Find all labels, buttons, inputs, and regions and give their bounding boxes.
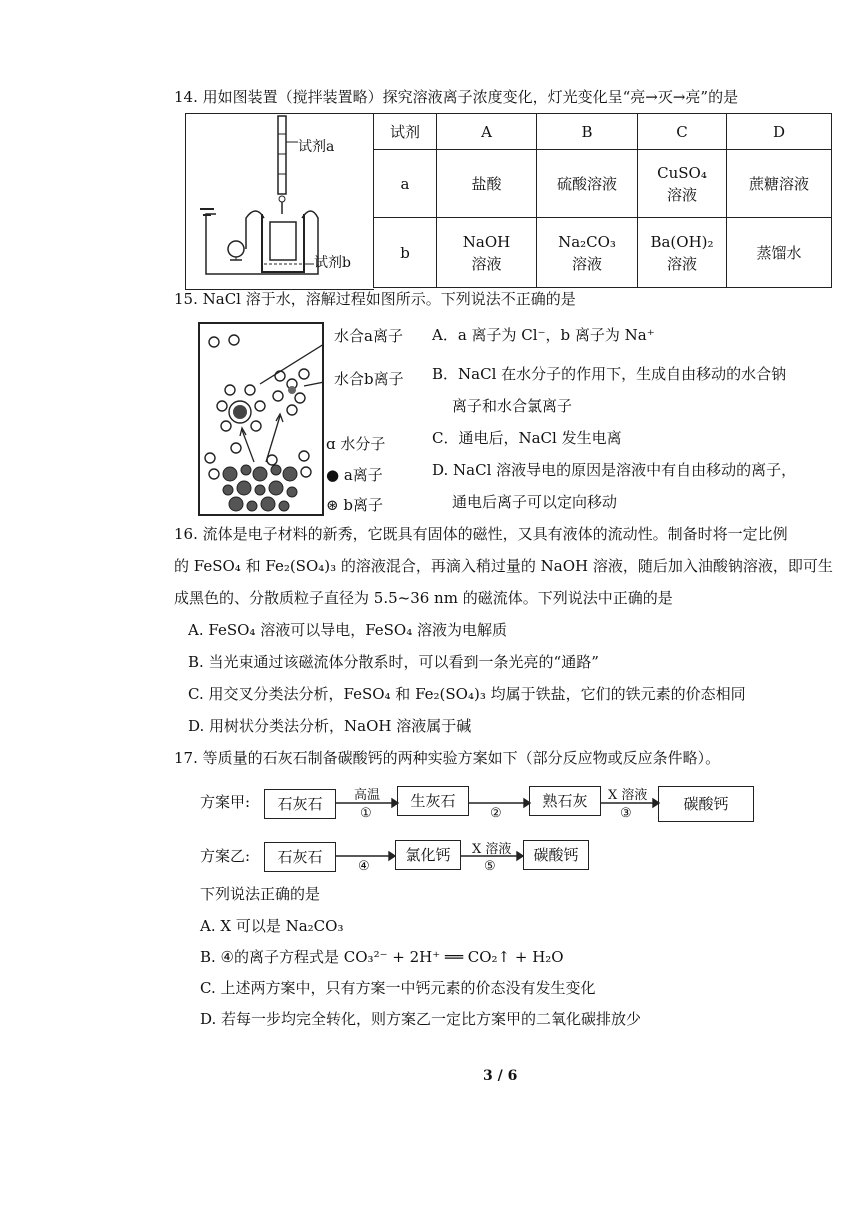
a-ion-icon: ● xyxy=(326,466,344,484)
table-cell: a xyxy=(374,150,437,218)
legend-water-molecule: ɑ 水分子 xyxy=(326,435,386,453)
plan-a-label: 方案甲: xyxy=(200,793,251,811)
plan-b-box-limestone: 石灰石 xyxy=(264,842,336,872)
table-header: D xyxy=(727,114,832,150)
q17-option-d: D. 若每一步均完全转化，则方案乙一定比方案甲的二氧化碳排放少 xyxy=(200,1010,642,1028)
q15-option-a: A．a 离子为 Cl⁻，b 离子为 Na⁺ xyxy=(432,326,655,344)
plan-b-arrow-5-top: X 溶液 xyxy=(472,842,512,857)
q15-option-b: B．NaCl 在水分子的作用下，生成自由移动的水合钠 xyxy=(432,365,787,383)
reagent-b-label: 试剂b xyxy=(314,255,351,271)
plan-a-arrow-3-bottom: ③ xyxy=(620,806,632,821)
plan-b-box-calcium-chloride: 氯化钙 xyxy=(395,840,461,870)
plan-b-box-calcium-carbonate: 碳酸钙 xyxy=(523,840,589,870)
table-cell: 硫酸溶液 xyxy=(537,150,638,218)
legend-hydrated-a: 水合a离子 xyxy=(334,327,403,345)
table-cell: Na₂CO₃ 溶液 xyxy=(537,218,638,288)
table-cell: 蔗糖溶液 xyxy=(727,150,832,218)
q16-option-a: A. FeSO₄ 溶液可以导电，FeSO₄ 溶液为电解质 xyxy=(188,621,508,639)
table-header: B xyxy=(537,114,638,150)
reagent-a-label: 试剂a xyxy=(298,139,335,155)
plan-a-arrow-1-top: 高温 xyxy=(354,788,381,803)
table-header: 试剂 xyxy=(374,114,437,150)
q15-option-c: C．通电后，NaCl 发生电离 xyxy=(432,429,622,447)
plan-a-arrow-3-top: X 溶液 xyxy=(608,788,648,803)
table-cell: NaOH 溶液 xyxy=(437,218,537,288)
table-header: C xyxy=(638,114,727,150)
q16-option-d: D. 用树状分类法分析，NaOH 溶液属于碱 xyxy=(188,717,472,735)
plan-b-arrow-5-bottom: ⑤ xyxy=(484,859,496,874)
b-ion-icon: ⊛ xyxy=(326,496,344,514)
q15-stem: 15. NaCl 溶于水，溶解过程如图所示。下列说法不正确的是 xyxy=(174,290,576,308)
q15-option-d-cont: 通电后离子可以定向移动 xyxy=(452,493,618,511)
q16-stem-line-1: 16. 流体是电子材料的新秀，它既具有固体的磁性，又具有液体的流动性。制备时将一定比例 xyxy=(174,525,788,543)
water-molecule-icon: ɑ xyxy=(326,435,341,453)
legend-a-ion: ● a离子 xyxy=(326,466,383,484)
q16-stem-line-2: 的 FeSO₄ 和 Fe₂(SO₄)₃ 的溶液混合，再滴入稍过量的 NaOH 溶液，随后加入油酸钠溶液，即可生 xyxy=(174,557,833,575)
q14-stem: 14. 用如图装置（搅拌装置略）探究溶液离子浓度变化，灯光变化呈“亮→灭→亮”的是 xyxy=(174,88,739,106)
q15-option-b-cont: 离子和水合氯离子 xyxy=(452,397,573,415)
plan-a-box-limestone: 石灰石 xyxy=(264,789,336,819)
page-number: 3 / 6 xyxy=(483,1068,518,1084)
table-cell: 蒸馏水 xyxy=(727,218,832,288)
table-header: A xyxy=(437,114,537,150)
q17-option-a: A. X 可以是 Na₂CO₃ xyxy=(200,917,344,935)
q17-stem: 17. 等质量的石灰石制备碳酸钙的两种实验方案如下（部分反应物或反应条件略）。 xyxy=(174,749,721,767)
q16-option-c: C. 用交叉分类法分析，FeSO₄ 和 Fe₂(SO₄)₃ 均属于铁盐，它们的铁元素的价态相同 xyxy=(188,685,746,703)
plan-a-box-calcium-carbonate: 碳酸钙 xyxy=(658,786,754,822)
plan-b-arrow-4-bottom: ④ xyxy=(358,859,370,874)
q16-option-b: B. 当光束通过该磁流体分散系时，可以看到一条光亮的“通路” xyxy=(188,653,599,671)
plan-a-box-quicklime: 生灰石 xyxy=(397,786,469,816)
table-cell: b xyxy=(374,218,437,288)
plan-a-box-slaked-lime: 熟石灰 xyxy=(529,786,601,816)
q16-stem-line-3: 成黑色的、分散质粒子直径为 5.5~36 nm 的磁流体。下列说法中正确的是 xyxy=(174,589,673,607)
q17-prompt: 下列说法正确的是 xyxy=(200,885,321,903)
q17-option-c: C. 上述两方案中，只有方案一中钙元素的价态没有发生变化 xyxy=(200,979,596,997)
table-cell: 盐酸 xyxy=(437,150,537,218)
q17-option-b: B. ④的离子方程式是 CO₃²⁻ + 2H⁺ ══ CO₂↑ + H₂O xyxy=(200,948,564,966)
plan-b-label: 方案乙: xyxy=(200,847,251,865)
plan-a-arrow-1-bottom: ① xyxy=(360,806,372,821)
q15-option-d: D. NaCl 溶液导电的原因是溶液中有自由移动的离子， xyxy=(432,461,797,479)
legend-hydrated-b: 水合b离子 xyxy=(334,370,404,388)
legend-b-ion: ⊛ b离子 xyxy=(326,496,383,514)
table-cell: CuSO₄ 溶液 xyxy=(638,150,727,218)
table-cell: Ba(OH)₂ 溶液 xyxy=(638,218,727,288)
plan-a-arrow-2-bottom: ② xyxy=(490,806,502,821)
